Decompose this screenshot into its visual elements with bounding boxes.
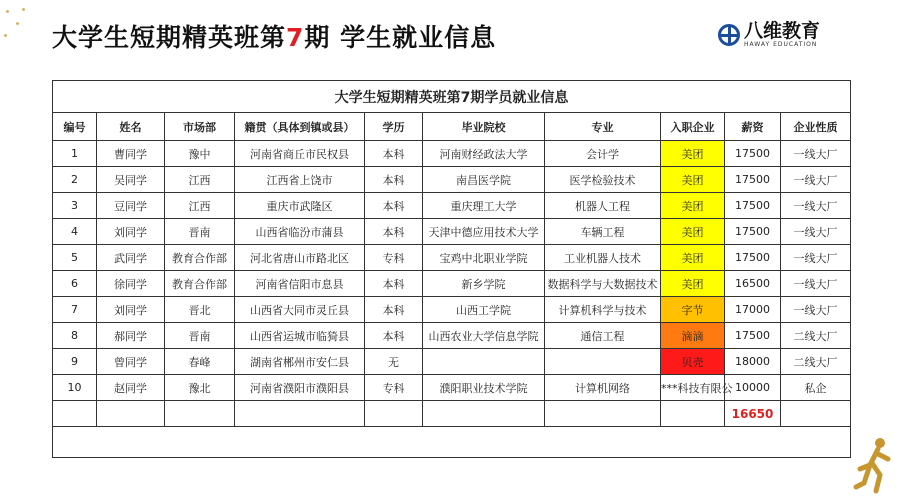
cell-salary: 17000	[725, 297, 781, 323]
cell-company: 美团	[661, 219, 725, 245]
cell-company: 美团	[661, 167, 725, 193]
cell-company: 美团	[661, 271, 725, 297]
cell-no: 10	[53, 375, 97, 401]
column-header: 专业	[545, 113, 661, 141]
cell-edu: 专科	[365, 375, 423, 401]
cell-school: 山西工学院	[423, 297, 545, 323]
cell-edu: 本科	[365, 193, 423, 219]
cell-salary: 16500	[725, 271, 781, 297]
cell-company: ***科技有限公	[661, 375, 725, 401]
cell-dept: 晋南	[165, 323, 235, 349]
logo-en: HAWAY EDUCATION	[744, 41, 818, 48]
average-salary: 16650	[725, 401, 781, 427]
table-row	[53, 271, 851, 297]
cell-name: 豆同学	[97, 193, 165, 219]
table-title: 大学生短期精英班第7期学员就业信息	[53, 81, 851, 113]
cell-major: 工业机器人技术	[545, 245, 661, 271]
cell-type: 一线大厂	[781, 141, 851, 167]
table-row	[53, 323, 851, 349]
cell-name: 吴同学	[97, 167, 165, 193]
cell-major: 车辆工程	[545, 219, 661, 245]
cell-type: 一线大厂	[781, 219, 851, 245]
cell-no: 6	[53, 271, 97, 297]
cell-salary: 17500	[725, 245, 781, 271]
cell-major: 计算机科学与技术	[545, 297, 661, 323]
brand-logo	[718, 22, 820, 48]
cell-school: 宝鸡中北职业学院	[423, 245, 545, 271]
column-header: 企业性质	[781, 113, 851, 141]
cell-name: 刘同学	[97, 219, 165, 245]
cell-edu: 本科	[365, 271, 423, 297]
cell-salary: 17500	[725, 219, 781, 245]
cell-salary: 18000	[725, 349, 781, 375]
table-row	[53, 245, 851, 271]
cell-origin: 山西省大同市灵丘县	[235, 297, 365, 323]
cell-name: 郝同学	[97, 323, 165, 349]
cell-dept: 教育合作部	[165, 245, 235, 271]
cell-company: 美团	[661, 245, 725, 271]
cell-type: 一线大厂	[781, 167, 851, 193]
cell-edu: 专科	[365, 245, 423, 271]
cell-name: 刘同学	[97, 297, 165, 323]
cell-dept: 晋北	[165, 297, 235, 323]
cell-origin: 河南省濮阳市濮阳县	[235, 375, 365, 401]
cell-origin: 重庆市武隆区	[235, 193, 365, 219]
cell-edu: 本科	[365, 323, 423, 349]
cell-company: 美团	[661, 193, 725, 219]
cell-origin: 山西省运城市临猗县	[235, 323, 365, 349]
cell-salary: 17500	[725, 167, 781, 193]
table-row	[53, 141, 851, 167]
cell-company: 贝壳	[661, 349, 725, 375]
cell-salary: 17500	[725, 193, 781, 219]
cell-school: 山西农业大学信息学院	[423, 323, 545, 349]
column-header: 市场部	[165, 113, 235, 141]
cell-major: 会计学	[545, 141, 661, 167]
cell-school: 南昌医学院	[423, 167, 545, 193]
cell-dept: 春峰	[165, 349, 235, 375]
table-row	[53, 297, 851, 323]
cell-name: 徐同学	[97, 271, 165, 297]
cell-no: 8	[53, 323, 97, 349]
cell-edu: 本科	[365, 167, 423, 193]
cell-school: 天津中德应用技术大学	[423, 219, 545, 245]
globe-icon	[718, 24, 740, 46]
column-header: 入职企业	[661, 113, 725, 141]
cell-dept: 江西	[165, 167, 235, 193]
cell-no: 7	[53, 297, 97, 323]
cell-edu: 本科	[365, 141, 423, 167]
cell-type: 二线大厂	[781, 323, 851, 349]
cell-type: 私企	[781, 375, 851, 401]
table-header	[53, 113, 851, 141]
cell-type: 一线大厂	[781, 297, 851, 323]
page-title: 大学生短期精英班第7期 学生就业信息	[52, 23, 497, 52]
cell-dept: 豫中	[165, 141, 235, 167]
cell-dept: 江西	[165, 193, 235, 219]
cell-no: 1	[53, 141, 97, 167]
column-header: 籍贯（具体到镇或县）	[235, 113, 365, 141]
cell-company: 字节	[661, 297, 725, 323]
decorative-dots	[0, 0, 40, 50]
column-header: 姓名	[97, 113, 165, 141]
cell-origin: 山西省临汾市蒲县	[235, 219, 365, 245]
cell-major: 数据科学与大数据技术	[545, 271, 661, 297]
cell-edu: 本科	[365, 297, 423, 323]
column-header: 毕业院校	[423, 113, 545, 141]
summary-row	[53, 401, 851, 427]
cell-type: 一线大厂	[781, 271, 851, 297]
cell-edu: 本科	[365, 219, 423, 245]
cell-name: 武同学	[97, 245, 165, 271]
cell-salary: 17500	[725, 323, 781, 349]
table-row	[53, 193, 851, 219]
cell-name: 曹同学	[97, 141, 165, 167]
cell-salary: 17500	[725, 141, 781, 167]
cell-school: 重庆理工大学	[423, 193, 545, 219]
table-row	[53, 349, 851, 375]
cell-no: 5	[53, 245, 97, 271]
cell-origin: 河南省商丘市民权县	[235, 141, 365, 167]
cell-major: 医学检验技术	[545, 167, 661, 193]
cell-school: 新乡学院	[423, 271, 545, 297]
table-row	[53, 375, 851, 401]
cell-major	[545, 349, 661, 375]
cell-major: 机器人工程	[545, 193, 661, 219]
cell-company: 美团	[661, 141, 725, 167]
cell-origin: 河北省唐山市路北区	[235, 245, 365, 271]
cell-school: 河南财经政法大学	[423, 141, 545, 167]
cell-dept: 晋南	[165, 219, 235, 245]
logo-cn: 八维教育	[744, 20, 821, 42]
footer-row	[53, 427, 851, 458]
employment-table	[52, 80, 851, 458]
column-header: 薪资	[725, 113, 781, 141]
column-header: 学历	[365, 113, 423, 141]
cell-name: 赵同学	[97, 375, 165, 401]
cell-type: 二线大厂	[781, 349, 851, 375]
cell-school	[423, 349, 545, 375]
cell-origin: 江西省上饶市	[235, 167, 365, 193]
cell-company: 滴滴	[661, 323, 725, 349]
column-header: 编号	[53, 113, 97, 141]
cell-type: 一线大厂	[781, 193, 851, 219]
cell-dept: 豫北	[165, 375, 235, 401]
cell-major: 通信工程	[545, 323, 661, 349]
cell-edu: 无	[365, 349, 423, 375]
table-row	[53, 167, 851, 193]
cell-origin: 湖南省郴州市安仁县	[235, 349, 365, 375]
cell-name: 曾同学	[97, 349, 165, 375]
runner-icon	[854, 435, 894, 495]
cell-salary: 10000	[725, 375, 781, 401]
cell-origin: 河南省信阳市息县	[235, 271, 365, 297]
table-row	[53, 219, 851, 245]
cell-no: 3	[53, 193, 97, 219]
cell-type: 一线大厂	[781, 245, 851, 271]
cell-dept: 教育合作部	[165, 271, 235, 297]
cell-no: 9	[53, 349, 97, 375]
cell-no: 4	[53, 219, 97, 245]
cell-no: 2	[53, 167, 97, 193]
cell-major: 计算机网络	[545, 375, 661, 401]
cell-school: 濮阳职业技术学院	[423, 375, 545, 401]
